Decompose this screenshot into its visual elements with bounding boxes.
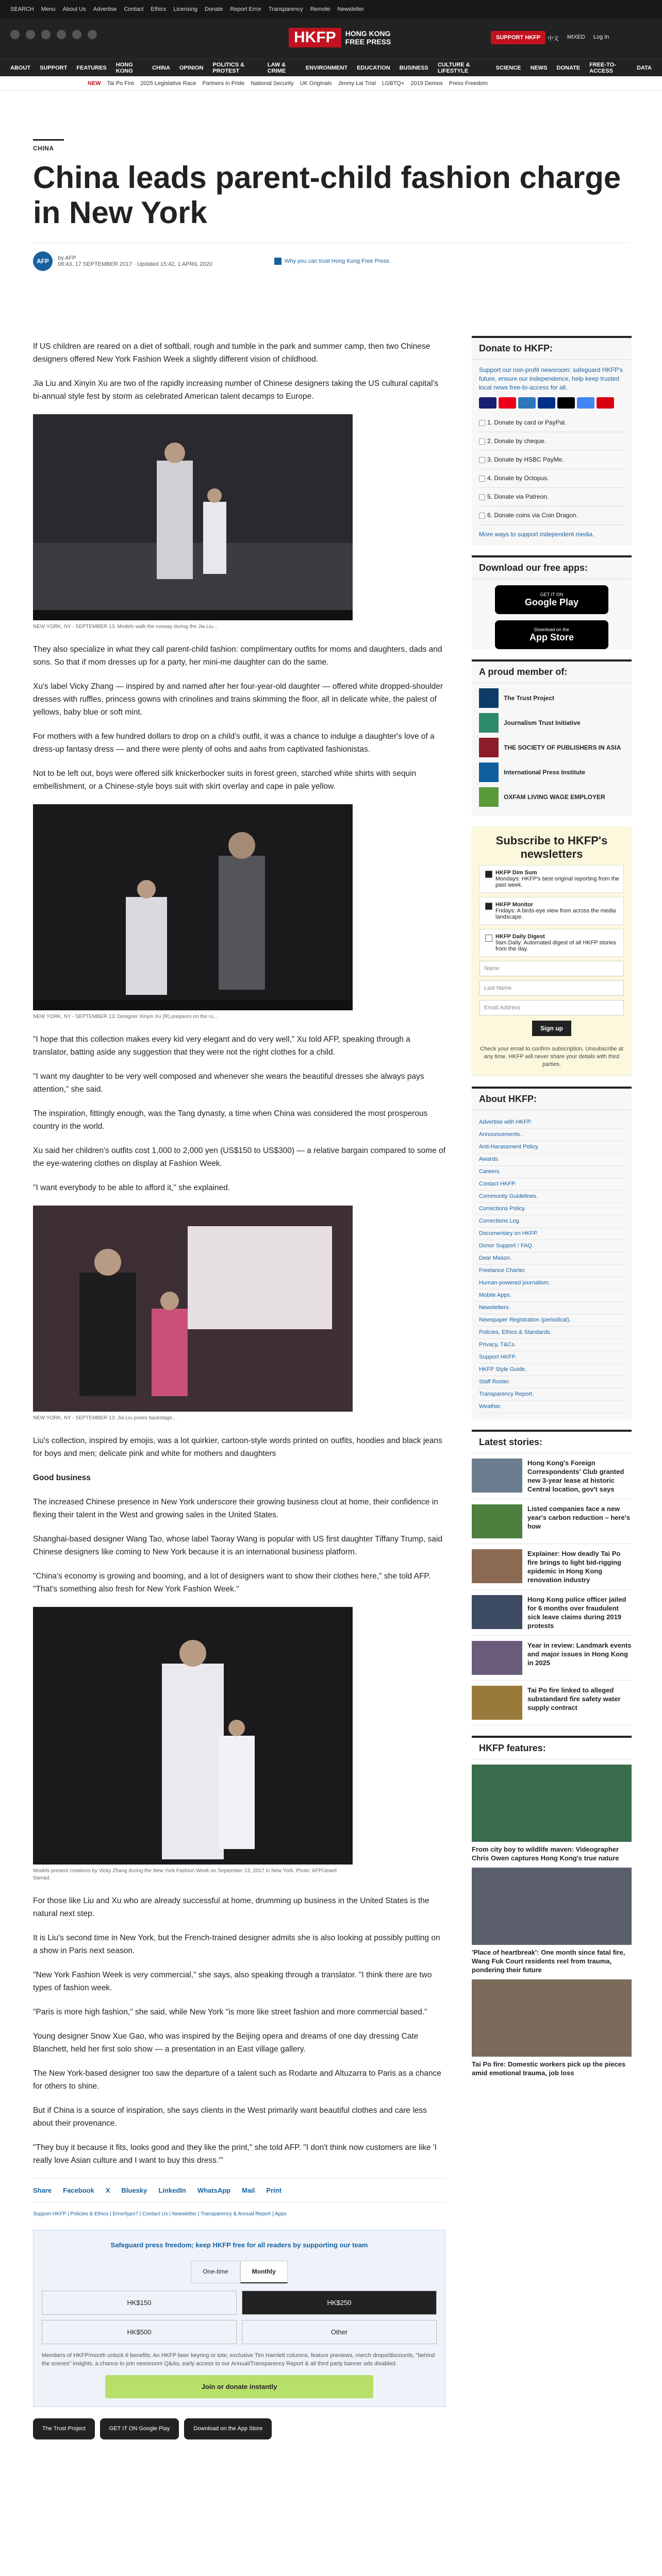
figure [33,1607,445,1882]
apps-title: Download our free apps: [472,557,632,579]
feature-image [472,1765,632,1842]
about-link[interactable]: Corrections Log. [479,1215,624,1228]
nav-item[interactable]: BUSINESS [399,64,428,71]
newsletter-option[interactable] [479,865,624,893]
paypal-icon [538,397,555,409]
nav-item[interactable]: POLITICS & PROTEST [212,61,245,74]
paragraph: For those like Liu and Xu who are already successful at home, drumming up business in the United States is the natural next step. [33,1896,429,1918]
name-field[interactable]: Name [479,961,624,976]
nav-item[interactable]: EDUCATION [357,64,390,71]
trending-item[interactable]: LGBTQ+ [382,80,405,87]
email-field[interactable]: Email Address [479,1000,624,1015]
google-play-badge[interactable]: GET IT ON Google Play [100,2418,179,2439]
trending-item[interactable]: 2025 Legislative Race [140,80,196,87]
member-logo[interactable] [479,738,624,757]
donate-panel [33,2230,445,2407]
header-link[interactable]: 中文 [548,36,559,42]
header-link[interactable]: MIXED [567,34,585,40]
donate-option[interactable]: 1. Donate by card or PayPal. [479,414,624,432]
membership-widget [472,659,632,816]
paragraph: The New York-based designer too saw the departure of a talent such as Rodarte and Altuzarra to Paris as a chance for others to shine. [33,2069,441,2091]
paragraph: They also specialize in what they call parent-child fashion: complimentary outfits for moms and daughters, dads and sons. So that if mom dresses up for a party, her mini-me daughter can do the same. [33,645,442,667]
trending-item[interactable]: Partners in Pride [202,80,245,87]
donate-option[interactable]: 4. Donate by Octopus. [479,469,624,488]
trending-bar [0,76,662,91]
paragraph: Not to be left out, boys were offered silk knickerbocker suits in forest green, starched white shirts with sequin embellishment, or a Chinese-style boys suit with skirt overlay and cape in pale yellow. [33,769,417,791]
visa-icon [479,397,496,409]
newsletter-option-desc: Mondays: HKFP's best original reporting from the past week. [495,876,619,888]
about-link[interactable]: Support HKFP. [479,1351,624,1364]
site-logo[interactable] [289,28,392,47]
article-title: China leads parent-child fashion charge in New York [33,160,621,230]
youtube-icon[interactable] [57,30,66,39]
donate-options [479,414,624,525]
latest-story[interactable] [472,1499,632,1544]
article-footer-links[interactable]: Support HKFP | Policies & Ethics | Error/typo? | Contact Us | Newsletter | Transparency & Annual Report | Apps [33,2211,287,2217]
top-utility-bar [0,0,662,19]
about-link[interactable]: Newspaper Registration (periodical). [479,1314,624,1327]
figure-caption: NEW YORK, NY - SEPTEMBER 13: Models walk the runway during the Jia Liu... [33,624,218,630]
newsletter-option[interactable] [479,929,624,957]
figure-caption: NEW YORK, NY - SEPTEMBER 13: Jia Liu poses backstage... [33,1415,177,1421]
logo-text: HONG KONG FREE PRESS [345,29,391,46]
trust-link-label: Why you can trust Hong Kong Free Press [284,258,389,264]
nav-item[interactable]: HONG KONG [115,61,133,74]
about-link[interactable]: Transparency Report. [479,1388,624,1401]
about-links [472,1110,632,1419]
feature-item[interactable] [472,1765,632,1862]
paragraph: "They buy it because it fits, looks good and they like the print," she told AFP. "I don't think now customers are like 'I really love Asian culture and I want to buy this dress.'" [33,2143,437,2165]
feature-title: 'Place of heartbreak': One month since fatal fire, Wang Fuk Court residents reel from trauma, pondering their future [472,1948,625,1974]
feature-item[interactable] [472,1868,632,1974]
amount-option-selected[interactable]: HK$250 [242,2291,437,2315]
member-logo[interactable] [479,762,624,782]
header-links [548,34,609,42]
features-widget [472,1736,632,2077]
donate-option[interactable]: 5. Donate via Patreon. [479,488,624,506]
backstage-photo[interactable] [33,1206,353,1412]
member-name: OXFAM LIVING WAGE EMPLOYER [504,793,605,801]
paragraph: Xu said her children's outfits cost 1,000 to 2,000 yen (US$150 to US$300) — a relative bargain compared to some of the eye-watering clothes on display at Fashion Week. [33,1146,445,1168]
about-link[interactable]: Careers. [479,1166,624,1178]
paragraph: The inspiration, fittingly enough, was the Tang dynasty, a time when China was considered the most prosperous country in the world. [33,1109,428,1131]
author-avatar: AFP [33,251,53,271]
about-link[interactable]: Announcements. [479,1129,624,1141]
app-store-badge[interactable]: Download on the App Store [184,2418,272,2439]
story-thumbnail [472,1595,522,1629]
donate-option[interactable]: 2. Donate by cheque. [479,432,624,451]
topbar-link[interactable]: Report Error [230,6,261,12]
about-link[interactable]: Weather. [479,1401,624,1413]
story-title: Listed companies face a new year's carbon reduction – here's how [527,1505,631,1530]
jti-icon [479,713,499,733]
author-name[interactable]: by AFP [58,255,76,261]
nav-item[interactable]: OPINION [179,64,204,71]
member-name: THE SOCIETY OF PUBLISHERS IN ASIA [504,744,621,751]
runway-photo[interactable] [33,414,353,620]
newsletter-widget [472,826,632,1076]
topbar-link[interactable]: Licensing [173,6,197,12]
feature-title: From city boy to wildlife maven: Videographer Chris Owen captures Hong Kong's true nature [472,1845,619,1862]
topbar-link[interactable]: Advertise [93,6,117,12]
amex-icon [518,397,536,409]
trending-tag: NEW [88,80,101,87]
story-thumbnail [472,1504,522,1538]
topbar-link[interactable]: Menu [41,6,56,12]
topbar-link[interactable]: Ethics [151,6,167,12]
social-links [10,30,97,39]
amount-option[interactable]: HK$150 [42,2291,237,2315]
about-link[interactable]: Privacy, T&Cs. [479,1339,624,1351]
paragraph: Jia Liu and Xinyin Xu are two of the rapidly increasing number of Chinese designers taking the US cultural capital's bi-annual style fest by storm as celebrated American talent decamps to Europe. [33,379,439,401]
nav-item[interactable]: LAW & CRIME [267,61,286,74]
topbar-link[interactable]: SEARCH [10,6,34,12]
donate-panel-heading[interactable]: Safeguard press freedom; keep HKFP free for all readers by supporting our team [110,2241,368,2249]
donate-intro-link[interactable]: Support our non-profit newsroom: safeguard HKFP's future, ensure our independence, help keep trusted local news free-to-access for all. [479,366,623,391]
paragraph: "China's economy is growing and booming, and a lot of designers want to show their clothes here," she told AFP. "That's something also fresh for New York Fashion Week." [33,1572,431,1594]
nav-item[interactable]: DONATE [556,64,581,71]
story-thumbnail [472,1686,522,1720]
nav-item[interactable]: FEATURES [76,64,107,71]
about-link[interactable]: Freelance Charter. [479,1265,624,1277]
latest-title: Latest stories: [472,1432,632,1453]
share-facebook[interactable]: Facebook [63,2187,94,2194]
feature-image [472,1868,632,1945]
figure-caption: NEW YORK, NY - SEPTEMBER 13: Designer Xinyin Xu (R) prepares on the ru... [33,1014,218,1020]
signup-button[interactable]: Sign up [532,1021,571,1036]
about-link[interactable]: Donor Support / FAQ. [479,1240,624,1252]
newsletter-option-title: HKFP Monitor [495,902,534,908]
nav-item[interactable]: ABOUT [10,64,31,71]
newsletter-note: Check your email to confirm subscription. Unsubscribe at any time. HKFP will never share your details with third parties. [480,1046,623,1067]
donate-widget [472,336,632,545]
story-title: Hong Kong police officer jailed for 6 months over fraudulent sick leave claims during 2019 protests [527,1596,626,1630]
app-button-big: App Store [529,632,574,642]
apps-widget [472,555,632,649]
story-title: Year in review: Landmark events and major issues in Hong Kong in 2025 [527,1641,632,1667]
member-name: International Press Institute [504,769,586,776]
story-title: Hong Kong's Foreign Correspondents' Club granted new 3-year lease at historic Central location, gov't says [527,1459,624,1493]
figure-caption: Models present creations by Vicky Zhang during the New York Fashion Week on September 13, 2017 in New York. Photo: AFP/Jewel Samad. [33,1868,337,1881]
about-link[interactable]: Dear Mason. [479,1252,624,1265]
about-widget [472,1087,632,1419]
member-logo[interactable] [479,713,624,733]
article-header [33,139,629,271]
paragraph: If US children are reared on a diet of softball, rough and tumble in the park and summer camp, then two Chinese designers offered New York Fashion Week a slightly different vision of childhood. [33,342,431,364]
feature-title: Tai Po fire: Domestic workers pick up the pieces amid emotional trauma, job loss [472,2060,626,2077]
catwalk-photo[interactable] [33,1607,353,1865]
ipi-icon [479,762,499,782]
share-bluesky[interactable]: Bluesky [121,2187,147,2194]
nav-item[interactable]: SUPPORT [40,64,68,71]
share-mail[interactable]: Mail [242,2187,255,2194]
about-link[interactable]: Documentary on HKFP. [479,1228,624,1240]
paragraph: Shanghai-based designer Wang Tao, whose label Taoray Wang is popular with US first daughter Tiffany Trump, said Chinese designers like coming to New York because it is an international business platform. [33,1535,443,1556]
mastercard-icon [499,397,516,409]
feature-image [472,1979,632,2057]
app-button-big: Google Play [524,597,579,607]
story-title: Explainer: How deadly Tai Po fire brings to light bid-rigging epidemic in Hong Kong renovation industry [527,1550,621,1584]
figure [33,804,445,1021]
member-perks: Members of HKFP/month unlock 6 benefits: An HKFP beer keyring or tote; exclusive Tim Hamlett columns, feature previews, merch drops/discounts, "behind the scenes" insights, a chance to join newsroom Q&As, early access to our Annual/Transparency Report & all third party banner ads disabled. [42,2352,435,2367]
instagram-icon[interactable] [41,30,51,39]
designer-photo[interactable] [33,804,353,1010]
paragraph: "I hope that this collection makes every kid very elegant and do very well," Xu told AFP, speaking through a translator, batting aside any suggestion that they were not the right clothes for a child. [33,1035,410,1057]
topbar-link[interactable]: Donate [204,6,223,12]
about-link[interactable]: Awards. [479,1154,624,1166]
app-store-button[interactable] [495,620,608,649]
about-link[interactable]: Policies, Ethics & Standards. [479,1327,624,1339]
section-label[interactable]: CHINA [33,139,64,152]
share-whatsapp[interactable]: WhatsApp [197,2187,231,2194]
trust-project-icon [479,688,499,708]
latest-story[interactable] [472,1453,632,1499]
figure [33,1206,445,1422]
story-thumbnail [472,1641,522,1675]
payme-icon [597,397,614,409]
donate-title: Donate to HKFP: [472,338,632,360]
topbar-link[interactable]: Remote [310,6,330,12]
more-ways-link[interactable]: More ways to support independent media. [479,531,594,538]
logo-mark: HKFP [289,28,341,47]
share-bar [33,2178,445,2202]
nav-item[interactable]: CULTURE & LIFESTYLE [437,61,470,74]
share-x[interactable]: X [105,2187,110,2194]
main-nav [0,59,662,76]
trust-icon [274,258,282,265]
newsletter-option-desc: 9am Daily: Automated digest of all HKFP stories from the day. [495,940,616,952]
about-link[interactable]: HKFP Style Guide. [479,1364,624,1376]
paragraph: "New York Fashion Week is very commercial," she says, also speaking through a translator. "I think there are two types of fashion week. [33,1971,432,1992]
donate-option[interactable]: 3. Donate by HSBC PayMe. [479,451,624,469]
sidebar [472,336,632,2077]
newsletter-option-desc: Fridays: A birds-eye view from across the media landscape. [495,908,616,920]
subheading: Good business [33,1473,91,1482]
latest-widget [472,1430,632,1725]
paragraph: "I want my daughter to be very well composed and whenever she wears the beautiful dresses she always pays attention," she said. [33,1072,424,1094]
header-link[interactable]: Log In [593,34,609,40]
donation-frequency-tabs [42,2261,437,2283]
rss-icon[interactable] [88,30,97,39]
google-play-button[interactable] [495,585,608,614]
features-title: HKFP features: [472,1738,632,1759]
newsletter-option-title: HKFP Daily Digest [495,934,545,940]
trust-project-badge[interactable]: The Trust Project [33,2418,95,2439]
about-link[interactable]: Advertise with HKFP. [479,1116,624,1129]
about-link[interactable]: Newsletters. [479,1302,624,1314]
topbar-link[interactable]: About Us [62,6,86,12]
story-thumbnail [472,1549,522,1583]
googlepay-icon [577,397,594,409]
trending-item[interactable]: Jimmy Lai Trial [338,80,376,87]
paragraph: It is Liu's second time in New York, but the French-trained designer admits she is also looking at possibly putting on a show in Paris next season. [33,1934,440,1955]
app-button-small: Download on the [534,626,569,632]
tab-monthly[interactable]: Monthly [240,2261,288,2283]
support-button[interactable]: SUPPORT HKFP [491,31,545,44]
paragraph: The increased Chinese presence in New York underscore their growing business clout at home, their confidence in flexing their talent in the West and growing sales in the United States. [33,1498,438,1519]
trending-item[interactable]: 2019 Demos [410,80,443,87]
member-title: A proud member of: [472,662,632,683]
story-thumbnail [472,1459,522,1493]
nav-item[interactable]: DATA [637,64,652,71]
telegram-icon[interactable] [72,30,81,39]
trending-item[interactable]: UK Originals [300,80,332,87]
applepay-icon [557,397,575,409]
donate-option[interactable]: 6. Donate coins via Coin Dragon. [479,506,624,525]
about-title: About HKFP: [472,1089,632,1110]
nav-item[interactable]: ENVIRONMENT [305,64,348,71]
join-button[interactable]: Join or donate instantly [105,2375,373,2398]
figure [33,414,445,631]
facebook-icon[interactable] [10,30,20,39]
about-link[interactable]: Staff Roster. [479,1376,624,1388]
newsletter-option-title: HKFP Dim Sum [495,870,537,876]
latest-story[interactable] [472,1544,632,1590]
nav-item[interactable]: FREE-TO-ACCESS [589,61,616,74]
paragraph: Young designer Snow Xue Gao, who was inspired by the Beijing opera and dreams of one day dressing Cate Blanchett, held her first solo show — a presentation in an East village gallery. [33,2032,419,2054]
byline [33,243,629,271]
nav-item[interactable]: NEWS [530,64,548,71]
paragraph: "I want everybody to be able to afford it," she explained. [33,1183,230,1192]
amount-options [42,2291,437,2344]
publish-date: 08:43, 17 SEPTEMBER 2017 · Updated 15:42, 1 APRIL 2020 [58,261,212,267]
about-link[interactable]: Human-powered journalism. [479,1277,624,1290]
member-logo[interactable] [479,688,624,708]
about-link[interactable]: Contact HKFP. [479,1178,624,1191]
newsletter-option[interactable] [479,897,624,925]
paragraph: For mothers with a few hundred dollars to drop on a child's outfit, it was a chance to indulge a daughter's love of a dress-up fantasy dress — and there were plenty of oohs and aahs from captivated fashionistas. [33,732,435,754]
about-link[interactable]: Corrections Policy. [479,1203,624,1215]
member-name: The Trust Project [504,694,555,702]
newsletter-title: Subscribe to HKFP's newsletters [495,834,608,860]
app-button-small: GET IT ON [540,591,564,597]
trending-item[interactable]: Tai Po Fire [107,80,135,87]
amount-option[interactable]: Other [242,2320,437,2344]
about-link[interactable]: Mobile Apps. [479,1290,624,1302]
story-title: Tai Po fire linked to alleged substandard fire safety water supply contract [527,1686,621,1711]
share-linkedin[interactable]: LinkedIn [158,2187,186,2194]
about-link[interactable]: Anti-Harassment Policy. [479,1141,624,1154]
latest-story[interactable] [472,1590,632,1636]
topbar-link[interactable]: Contact [124,6,144,12]
topbar-link[interactable]: Newsletter [337,6,365,12]
article-body [33,340,445,2439]
share-label: Share [33,2187,52,2194]
member-logo[interactable] [479,787,624,807]
nav-item[interactable]: SCIENCE [495,64,521,71]
site-header [0,19,662,76]
bottom-badges [33,2418,445,2439]
share-print[interactable]: Print [266,2187,282,2194]
feature-item[interactable] [472,1979,632,2077]
latest-story[interactable] [472,1681,632,1725]
trending-item[interactable]: Press Freedom [449,80,488,87]
tab-one-time[interactable]: One-time [191,2261,240,2283]
about-link[interactable]: Community Guidelines. [479,1191,624,1203]
paragraph: Liu's collection, inspired by emojis, was a lot quirkier, cartoon-style words printed on outfits, hoodies and black jeans for boys and men; delicate pink and white for mothers and daughters [33,1436,442,1458]
paragraph: Xu's label Vicky Zhang — inspired by and named after her four-year-old daughter — offered white dropped-shoulder dresses with ruffles, princess gowns with crinolines and trains skimming the floor, all in delicate white, the palest of yellows, baby blue or soft mint. [33,682,443,717]
x-icon[interactable] [26,30,35,39]
payment-methods [479,397,624,409]
nav-item[interactable]: CHINA [152,64,170,71]
paragraph: But if China is a source of inspiration, she says clients in the West primarily want beautiful clothes and care less about their provenance. [33,2106,427,2128]
last-name-field[interactable]: Last Name [479,980,624,996]
member-name: Journalism Trust Initiative [504,719,581,726]
trending-item[interactable]: National Security [251,80,294,87]
latest-story[interactable] [472,1636,632,1681]
sopa-icon [479,738,499,757]
topbar-link[interactable]: Transparency [268,6,303,12]
amount-option[interactable]: HK$500 [42,2320,237,2344]
trust-link[interactable] [274,258,389,265]
oxfam-icon [479,787,499,807]
paragraph: "Paris is more high fashion," she said, while New York "is more like street fashion and more commercial based." [33,2008,427,2016]
